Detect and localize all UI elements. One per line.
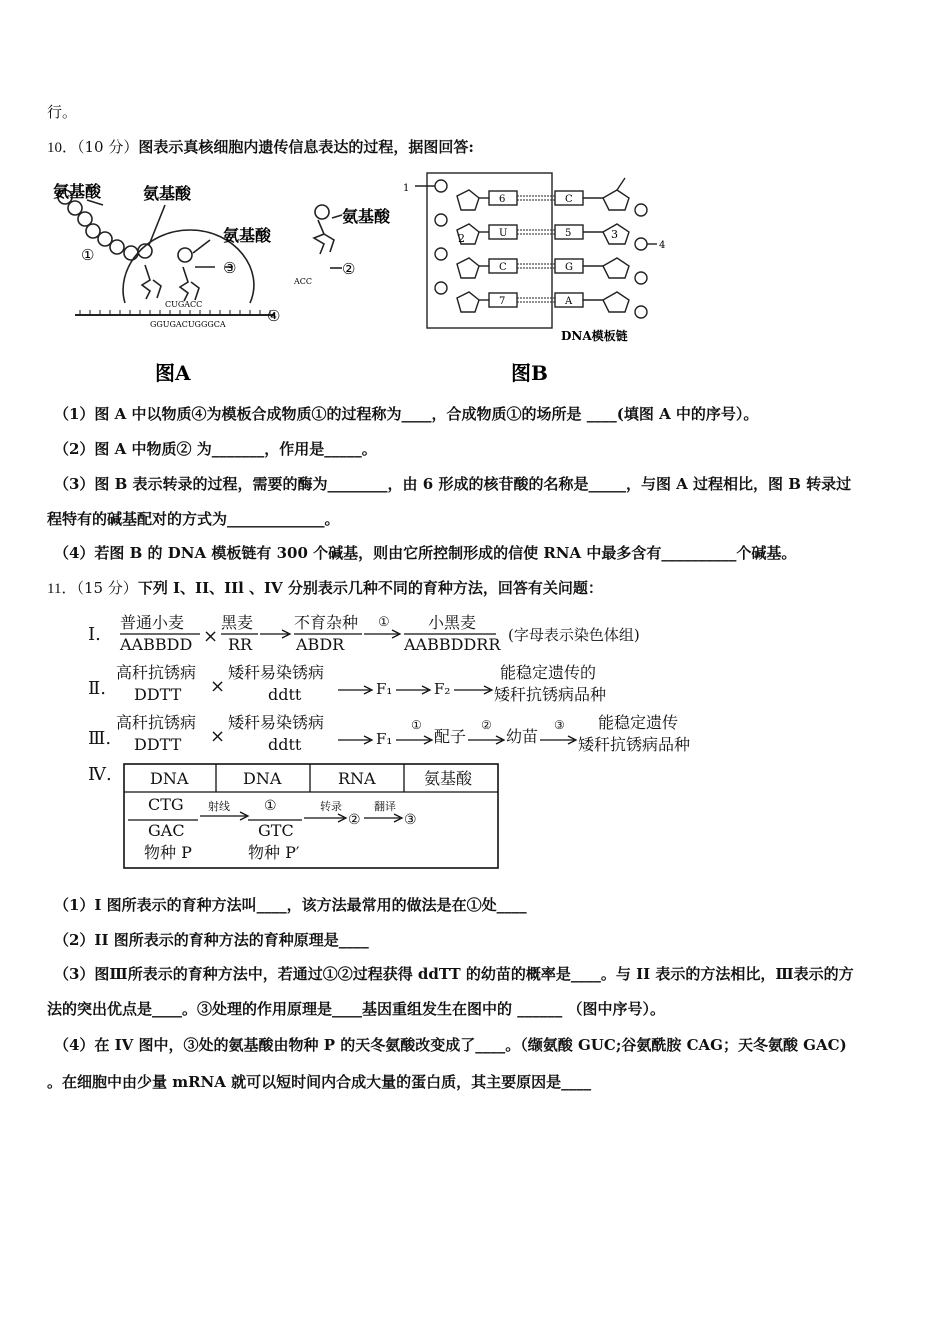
q10-number: 10． bbox=[47, 140, 78, 156]
cross-sign: × bbox=[210, 676, 226, 697]
row1-a-top: 普通小麦 bbox=[120, 613, 185, 632]
row1-d-top: 小黑麦 bbox=[428, 613, 477, 632]
q11-sub4a: （4）在 IV 图中，③处的氨基酸由物种 P 的天冬氨酸改变成了____。（缬氨酸 GUC;谷氨酰胺 CAG；天冬氨酸 GAC) bbox=[54, 1036, 847, 1054]
q11-points: （15 分） bbox=[76, 579, 138, 597]
left-base-2: U bbox=[499, 228, 508, 239]
label-circle-1: ① bbox=[81, 246, 95, 264]
left-base-3: C bbox=[499, 262, 507, 273]
row4-p-bot: GAC bbox=[148, 821, 185, 840]
row4-p2-bot: GTC bbox=[258, 821, 294, 840]
row3-f1: F₁ bbox=[376, 730, 393, 748]
row3-step2: ② bbox=[481, 718, 492, 732]
dna-strand-label: DNA模板链 bbox=[561, 329, 628, 343]
q10-sub2: （2）图 A 中物质② 为_______，作用是_____。 bbox=[54, 440, 377, 458]
row4-p2-name: 物种 P′ bbox=[248, 843, 300, 862]
q10-points: （10 分） bbox=[77, 138, 139, 156]
label-aa-3: 氨基酸 bbox=[223, 226, 272, 245]
row4-h2: DNA bbox=[243, 769, 282, 788]
row1-note: (字母表示染色体组) bbox=[508, 626, 640, 644]
q10-sub1: （1）图 A 中以物质④为模板合成物质①的过程称为____，合成物质①的场所是 ____(填图 A 中的序号）。 bbox=[54, 405, 759, 423]
q10-sub4: （4）若图 B 的 DNA 模板链有 300 个碱基，则由它所控制形成的信使 RNA 中最多含有__________个碱基。 bbox=[54, 544, 797, 562]
free-trna bbox=[290, 200, 405, 295]
leader-line bbox=[193, 240, 210, 253]
row3-a-bot: DDTT bbox=[134, 735, 182, 754]
label-circle-3: ③ bbox=[223, 259, 237, 277]
label-aa-1: 氨基酸 bbox=[53, 182, 102, 201]
row1-arrow-label: ① bbox=[378, 615, 390, 630]
trna-2 bbox=[180, 267, 199, 301]
row2-b-bot: ddtt bbox=[268, 685, 302, 704]
phosphate bbox=[635, 272, 647, 284]
row4-c1: ① bbox=[264, 798, 277, 814]
row3-gamete: 配子 bbox=[434, 727, 467, 746]
top-fragment: 行。 bbox=[47, 103, 78, 121]
mark-2: 2 bbox=[458, 232, 465, 245]
row4-c2: ② bbox=[348, 812, 361, 828]
sugar bbox=[603, 258, 629, 278]
phosphate bbox=[435, 214, 447, 226]
row3-result-bot: 矮秆抗锈病品种 bbox=[578, 735, 691, 754]
phosphate bbox=[435, 282, 447, 294]
right-base-1: C bbox=[565, 194, 573, 205]
figure-b-caption: 图B bbox=[511, 361, 548, 385]
row4-label: Ⅳ. bbox=[88, 764, 112, 785]
row1-label: Ⅰ. bbox=[88, 624, 101, 645]
cross-sign: × bbox=[210, 726, 226, 747]
leader-line bbox=[332, 215, 342, 218]
q11-sub3a: （3）图Ⅲ所表示的育种方法中，若通过①②过程获得 ddTT 的幼苗的概率是____。与 II 表示的方法相比，Ⅲ表示的方 bbox=[54, 965, 854, 983]
row3-step1: ① bbox=[411, 718, 422, 732]
phosphate bbox=[435, 180, 447, 192]
phosphate bbox=[635, 306, 647, 318]
aa-bead bbox=[110, 240, 124, 254]
sugar bbox=[457, 258, 479, 278]
row3-label: Ⅲ. bbox=[88, 728, 112, 749]
row3-result-top: 能稳定遗传 bbox=[598, 713, 679, 732]
row1-b-top: 黑麦 bbox=[221, 613, 254, 632]
sugar bbox=[457, 292, 479, 312]
row2-b-top: 矮秆易染锈病 bbox=[228, 663, 325, 682]
row4-h4: 氨基酸 bbox=[424, 769, 473, 788]
figure-a-caption: 图A bbox=[155, 361, 191, 385]
trna-1 bbox=[142, 265, 161, 299]
label-circle-4: ④ bbox=[267, 307, 281, 325]
mrna-seq: GGUGACUGGGCA bbox=[150, 320, 226, 329]
label-aa-2: 氨基酸 bbox=[143, 184, 192, 203]
aa-bead bbox=[178, 248, 192, 262]
sugar bbox=[603, 292, 629, 312]
leader-line bbox=[149, 205, 165, 245]
figure-b bbox=[395, 168, 675, 388]
free-trna-body bbox=[314, 220, 334, 254]
phosphate bbox=[635, 238, 647, 250]
row3-a-top: 高秆抗锈病 bbox=[116, 713, 197, 732]
right-base-4: A bbox=[565, 296, 573, 307]
row2-result-bot: 矮秆抗锈病品种 bbox=[494, 685, 607, 704]
label-aa-4: 氨基酸 bbox=[342, 207, 391, 226]
q10-sub3a: （3）图 B 表示转录的过程，需要的酶为________，由 6 形成的核苷酸的名称是_____，与图 A 过程相比，图 B 转录过 bbox=[54, 475, 852, 493]
row4-c3: ③ bbox=[404, 812, 417, 828]
cross-sign: × bbox=[203, 626, 219, 647]
row2-f1: F₁ bbox=[376, 680, 393, 698]
row4-p-name: 物种 P bbox=[144, 843, 192, 862]
codon-seq: CUGACC bbox=[165, 300, 203, 309]
row3-b-bot: ddtt bbox=[268, 735, 302, 754]
row4-trans: 转录 bbox=[320, 800, 342, 813]
row1-d-bot: AABBDDRR bbox=[404, 635, 501, 654]
q11-number: 11． bbox=[47, 581, 77, 597]
right-base-3: G bbox=[565, 262, 573, 273]
row4-ray: 射线 bbox=[208, 800, 230, 813]
q10-sub3b: 程特有的碱基配对的方式为_____________。 bbox=[47, 510, 340, 528]
strand-tail bbox=[617, 178, 625, 190]
q11-stem-line bbox=[47, 578, 603, 599]
row2-f2: F₂ bbox=[434, 680, 451, 698]
sugar bbox=[603, 190, 629, 210]
free-aa-bead bbox=[315, 205, 329, 219]
mark-3: 3 bbox=[611, 228, 618, 241]
row1-c-bot: ABDR bbox=[296, 635, 345, 654]
row1-a-bot: AABBDD bbox=[120, 635, 193, 654]
row3-b-top: 矮秆易染锈病 bbox=[228, 713, 325, 732]
right-base-2: 5 bbox=[565, 228, 572, 239]
row1-c-top: 不育杂种 bbox=[294, 613, 359, 632]
label-circle-2: ② bbox=[342, 260, 356, 278]
row3-step3: ③ bbox=[554, 718, 565, 732]
q11-sub3b: 法的突出优点是____。③处理的作用原理是____基因重组发生在图中的 ______ （图中序号）。 bbox=[47, 1000, 665, 1018]
phosphate bbox=[435, 248, 447, 260]
figure-a bbox=[45, 175, 305, 390]
phosphate bbox=[635, 204, 647, 216]
aa-bead bbox=[124, 246, 138, 260]
row4-transl: 翻译 bbox=[374, 800, 396, 813]
row1-b-bot: RR bbox=[228, 635, 253, 654]
q10-stem: 图表示真核细胞内遗传信息表达的过程，据图回答: bbox=[138, 138, 474, 156]
mark-1: 1 bbox=[403, 183, 410, 194]
breeding-figure bbox=[88, 612, 728, 874]
sugar bbox=[457, 190, 479, 210]
q11-stem: 下列 I、II、IIl 、IV 分别表示几种不同的育种方法，回答有关问题： bbox=[137, 579, 603, 597]
row2-a-bot: DDTT bbox=[134, 685, 182, 704]
q11-sub2: （2）II 图所表示的育种方法的育种原理是____ bbox=[54, 931, 369, 949]
row3-seedling: 幼苗 bbox=[506, 727, 539, 746]
aa-bead bbox=[68, 201, 82, 215]
left-base-1: 6 bbox=[499, 194, 506, 205]
row4-p-top: CTG bbox=[148, 795, 184, 814]
row2-label: Ⅱ. bbox=[88, 678, 106, 699]
row4-h1: DNA bbox=[150, 769, 189, 788]
row4-h3: RNA bbox=[338, 769, 376, 788]
row2-a-top: 高秆抗锈病 bbox=[116, 663, 197, 682]
mark-4: 4 bbox=[659, 240, 666, 251]
q10-stem-line bbox=[47, 137, 474, 158]
trna-end: ACC bbox=[294, 277, 313, 286]
q11-sub4b: 。在细胞中由少量 mRNA 就可以短时间内合成大量的蛋白质，其主要原因是____ bbox=[47, 1073, 592, 1091]
q11-sub1: （1）I 图所表示的育种方法叫____，该方法最常用的做法是在①处____ bbox=[54, 896, 527, 914]
left-base-4: 7 bbox=[499, 296, 506, 307]
row2-result-top: 能稳定遗传的 bbox=[500, 663, 597, 682]
